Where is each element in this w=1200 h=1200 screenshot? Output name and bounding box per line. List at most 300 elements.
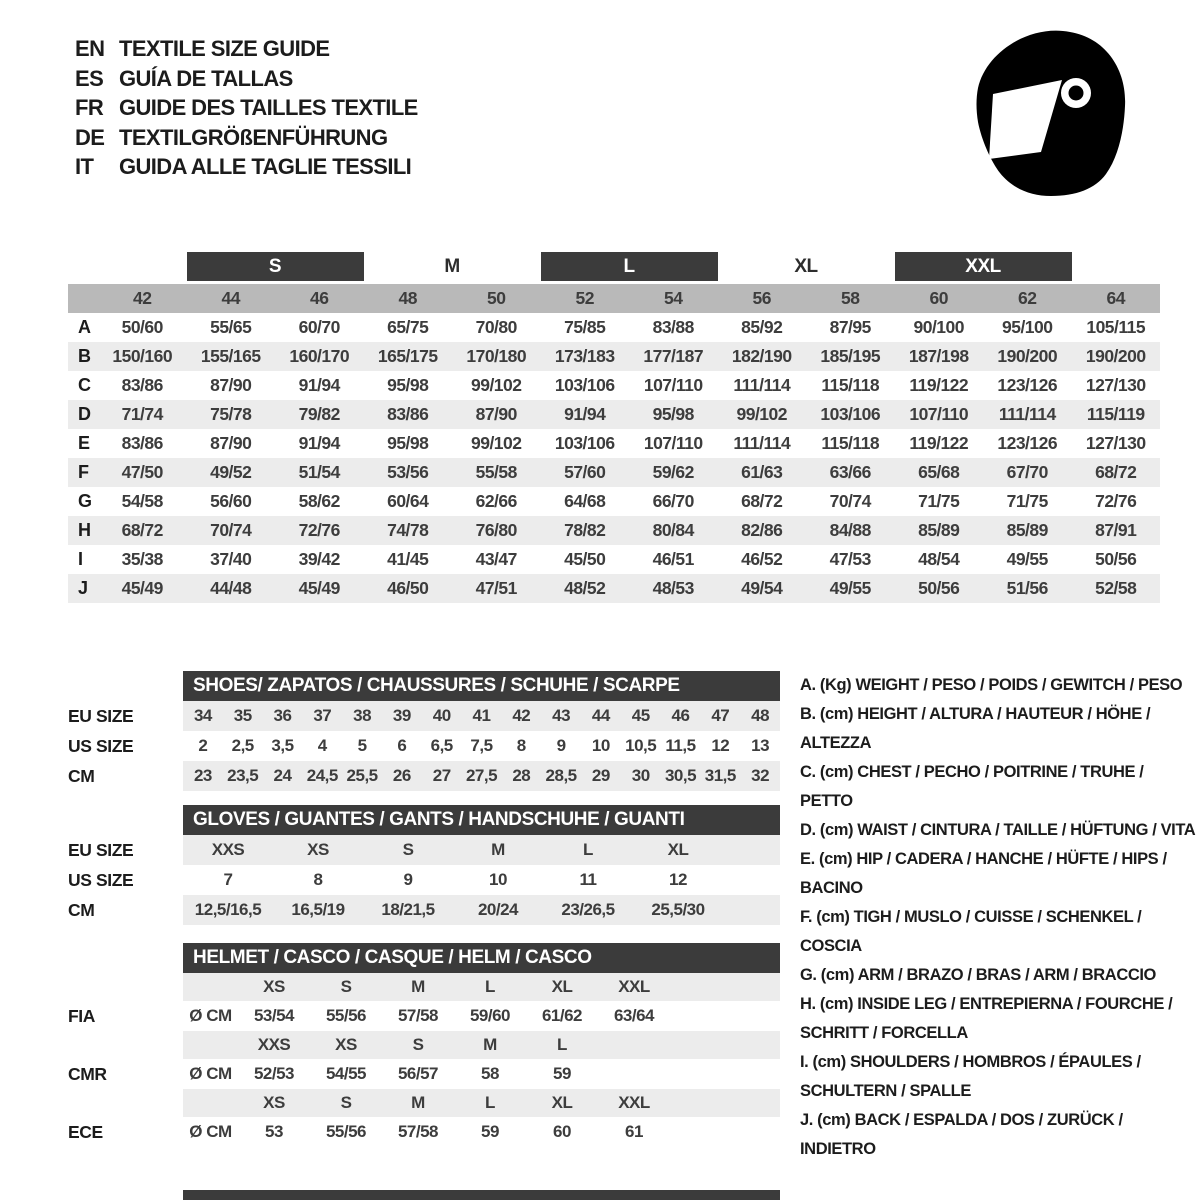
table-cell: 111/114 bbox=[733, 433, 791, 453]
table-cell: 99/102 bbox=[736, 404, 788, 424]
helmet-size-cell: L bbox=[485, 977, 495, 996]
row-label-spacer bbox=[68, 1031, 183, 1059]
row-label-spacer bbox=[68, 973, 183, 1001]
table-cell: 87/90 bbox=[210, 433, 252, 453]
table-cell: 46/51 bbox=[652, 549, 694, 569]
helmet-sizes-row-cmr bbox=[68, 1031, 780, 1059]
table-cell: 68/72 bbox=[1095, 462, 1137, 482]
table-cell: 90/100 bbox=[913, 317, 965, 337]
size-band-letter-spacer bbox=[68, 252, 98, 281]
language-label: GUIDA ALLE TAGLIE TESSILI bbox=[119, 154, 412, 179]
helmet-size-cell: XXS bbox=[257, 1035, 291, 1054]
value-cell: 36 bbox=[273, 706, 292, 725]
value-cell: 46 bbox=[671, 706, 690, 725]
table-cell: 170/180 bbox=[466, 346, 527, 366]
helmet-value-cell: 59/60 bbox=[469, 1006, 511, 1025]
table-cell: 48/53 bbox=[652, 578, 694, 598]
helmet-sizes bbox=[183, 1031, 780, 1059]
value-cell: 28,5 bbox=[545, 766, 577, 785]
table-cell: 99/102 bbox=[470, 375, 522, 395]
table-cell: 35/38 bbox=[121, 549, 163, 569]
value-cell: 31,5 bbox=[704, 766, 736, 785]
table-cell: 61/63 bbox=[741, 462, 783, 482]
helmet-sizes bbox=[183, 973, 780, 1001]
numeric-row-letter-spacer bbox=[68, 284, 98, 313]
table-cell: 165/175 bbox=[377, 346, 438, 366]
size-band-spacer bbox=[1072, 252, 1161, 281]
row-values bbox=[183, 865, 780, 895]
table-cell: 111/114 bbox=[733, 375, 791, 395]
row-letter: I bbox=[78, 549, 84, 569]
language-list bbox=[75, 34, 418, 182]
value-cell: 41 bbox=[472, 706, 491, 725]
table-cell: 49/55 bbox=[1006, 549, 1048, 569]
helmet-value-cell: 61 bbox=[625, 1122, 643, 1141]
row-letter: E bbox=[78, 433, 91, 453]
value-cell: 20/24 bbox=[477, 900, 519, 919]
value-cell: 27,5 bbox=[465, 766, 498, 785]
table-cell: 115/119 bbox=[1086, 404, 1145, 424]
table-cell: 75/85 bbox=[564, 317, 606, 337]
unit-spacer bbox=[183, 1031, 238, 1059]
value-cell: 12,5/16,5 bbox=[194, 900, 262, 919]
value-cell: XXS bbox=[211, 840, 245, 859]
legend-line: C. (cm) CHEST / PECHO / POITRINE / TRUHE / PETTO bbox=[800, 763, 1144, 810]
row-values bbox=[183, 731, 780, 761]
table-row-e bbox=[68, 429, 1160, 458]
table-cell: 173/183 bbox=[554, 346, 615, 366]
helmet-sizes bbox=[183, 1089, 780, 1117]
textile-size-table bbox=[68, 252, 1160, 603]
helmet-value-cell: 57/58 bbox=[397, 1122, 439, 1141]
row-label-spacer bbox=[68, 1089, 183, 1117]
table-cell: 70/74 bbox=[829, 491, 871, 511]
value-cell: 32 bbox=[751, 766, 770, 785]
table-cell: 50/60 bbox=[121, 317, 163, 337]
value-cell: 30,5 bbox=[664, 766, 697, 785]
language-row bbox=[75, 34, 418, 64]
helmet-size-cell: M bbox=[411, 1093, 425, 1112]
helmet-size-cell: XS bbox=[263, 977, 285, 996]
value-cell: S bbox=[402, 840, 414, 859]
value-cell: 2 bbox=[198, 736, 208, 755]
legend-line: E. (cm) HIP / CADERA / HANCHE / HÜFTE / HIPS / BACINO bbox=[800, 850, 1167, 897]
size-band-l: L bbox=[541, 252, 718, 281]
table-cell: 48/54 bbox=[918, 549, 960, 569]
table-cell: 79/82 bbox=[298, 404, 340, 424]
language-row bbox=[75, 64, 418, 94]
language-row bbox=[75, 123, 418, 153]
table-row-f bbox=[68, 458, 1160, 487]
shoes-section-title: SHOES/ ZAPATOS / CHAUSSURES / SCHUHE / SCARPE bbox=[183, 671, 780, 701]
value-cell: M bbox=[491, 840, 505, 859]
table-cell: 71/74 bbox=[121, 404, 163, 424]
table-cell: 119/122 bbox=[909, 375, 969, 395]
table-cell: 182/190 bbox=[731, 346, 792, 366]
value-cell: XS bbox=[307, 840, 329, 859]
table-cell: 107/110 bbox=[909, 404, 969, 424]
table-cell: 70/80 bbox=[475, 317, 517, 337]
helmet-value-cell: 63/64 bbox=[613, 1006, 655, 1025]
row-letter: J bbox=[78, 578, 89, 598]
table-cell: 43/47 bbox=[475, 549, 517, 569]
gloves-row bbox=[68, 895, 780, 925]
value-cell: 7,5 bbox=[470, 736, 493, 755]
row-values bbox=[183, 835, 780, 865]
table-cell: 95/100 bbox=[1001, 317, 1053, 337]
legend-line: F. (cm) TIGH / MUSLO / CUISSE / SCHENKEL / COSCIA bbox=[800, 908, 1142, 955]
helmet-value-cell: 59 bbox=[481, 1122, 499, 1141]
row-label: US SIZE bbox=[68, 869, 134, 890]
value-cell: 18/21,5 bbox=[381, 900, 435, 919]
shoes-row bbox=[68, 701, 780, 731]
table-cell: 37/40 bbox=[210, 549, 252, 569]
standard-label: FIA bbox=[68, 1005, 95, 1026]
size-band-xxl: XXL bbox=[895, 252, 1072, 281]
textile-table-body bbox=[68, 313, 1160, 603]
gloves-row bbox=[68, 835, 780, 865]
table-cell: 115/118 bbox=[821, 433, 880, 453]
table-cell: 78/82 bbox=[564, 520, 606, 540]
table-cell: 99/102 bbox=[470, 433, 522, 453]
legend-line: J. (cm) BACK / ESPALDA / DOS / ZURÜCK / INDIETRO bbox=[800, 1111, 1123, 1158]
row-label: US SIZE bbox=[68, 735, 134, 756]
size-band-m: M bbox=[444, 255, 460, 277]
numeric-size-cell: 42 bbox=[133, 288, 152, 308]
table-cell: 87/95 bbox=[829, 317, 871, 337]
row-letter: B bbox=[78, 346, 91, 366]
table-cell: 71/75 bbox=[918, 491, 960, 511]
table-cell: 95/98 bbox=[387, 433, 429, 453]
table-cell: 52/58 bbox=[1095, 578, 1137, 598]
table-cell: 185/195 bbox=[820, 346, 881, 366]
value-cell: 34 bbox=[193, 706, 212, 725]
table-cell: 107/110 bbox=[643, 375, 703, 395]
table-cell: 103/106 bbox=[554, 433, 615, 453]
value-cell: 42 bbox=[512, 706, 531, 725]
standard-label: CMR bbox=[68, 1063, 107, 1084]
legend-line: A. (Kg) WEIGHT / PESO / POIDS / GEWITCH / PESO bbox=[800, 676, 1183, 694]
helmet-values bbox=[183, 1117, 780, 1147]
table-cell: 91/94 bbox=[298, 375, 340, 395]
table-cell: 55/65 bbox=[210, 317, 252, 337]
table-cell: 39/42 bbox=[298, 549, 340, 569]
value-cell: 12 bbox=[711, 736, 730, 755]
row-letter: A bbox=[78, 317, 91, 337]
shoes-table bbox=[68, 701, 780, 791]
table-cell: 76/80 bbox=[475, 520, 517, 540]
helmet-size-cell: L bbox=[485, 1093, 495, 1112]
numeric-size-cell: 46 bbox=[310, 288, 329, 308]
table-cell: 65/75 bbox=[387, 317, 429, 337]
table-cell: 127/130 bbox=[1085, 375, 1146, 395]
value-cell: 6,5 bbox=[430, 736, 453, 755]
table-cell: 58/62 bbox=[298, 491, 340, 511]
helmet-size-cell: M bbox=[483, 1035, 497, 1054]
table-cell: 72/76 bbox=[298, 520, 340, 540]
helmet-size-cell: S bbox=[340, 977, 352, 996]
value-cell: 25,5/30 bbox=[651, 900, 705, 919]
helmet-size-cell: XXL bbox=[618, 1093, 650, 1112]
table-cell: 111/114 bbox=[998, 404, 1056, 424]
gloves-section-title: GLOVES / GUANTES / GANTS / HANDSCHUHE / GUANTI bbox=[183, 805, 780, 835]
numeric-size-cell: 58 bbox=[841, 288, 860, 308]
value-cell: 3,5 bbox=[271, 736, 294, 755]
value-cell: 23/26,5 bbox=[561, 900, 615, 919]
value-cell: 47 bbox=[711, 706, 730, 725]
value-cell: 23 bbox=[193, 766, 212, 785]
table-cell: 87/90 bbox=[210, 375, 252, 395]
row-values bbox=[183, 761, 780, 791]
table-cell: 85/89 bbox=[1006, 520, 1048, 540]
numeric-size-cell: 54 bbox=[664, 288, 683, 308]
helmet-value-cell: 57/58 bbox=[397, 1006, 439, 1025]
language-label: GUIDE DES TAILLES TEXTILE bbox=[119, 95, 418, 120]
table-row-h bbox=[68, 516, 1160, 545]
table-row-g bbox=[68, 487, 1160, 516]
table-cell: 155/165 bbox=[200, 346, 261, 366]
value-cell: 8 bbox=[313, 870, 323, 889]
table-cell: 48/52 bbox=[564, 578, 606, 598]
table-cell: 54/58 bbox=[121, 491, 163, 511]
value-cell: 26 bbox=[392, 766, 411, 785]
value-cell: 8 bbox=[516, 736, 526, 755]
numeric-size-cell: 64 bbox=[1106, 288, 1125, 308]
table-cell: 50/56 bbox=[918, 578, 960, 598]
table-cell: 71/75 bbox=[1006, 491, 1048, 511]
table-cell: 103/106 bbox=[554, 375, 615, 395]
numeric-size-cell: 60 bbox=[929, 288, 948, 308]
table-cell: 190/200 bbox=[997, 346, 1058, 366]
language-code: DE bbox=[75, 124, 105, 150]
table-cell: 56/60 bbox=[210, 491, 252, 511]
value-cell: 48 bbox=[751, 706, 770, 725]
row-values bbox=[183, 895, 780, 925]
helmet-value-cell: 58 bbox=[481, 1064, 499, 1083]
table-cell: 47/50 bbox=[121, 462, 163, 482]
gloves-row bbox=[68, 865, 780, 895]
table-cell: 45/49 bbox=[121, 578, 163, 598]
unit-spacer bbox=[183, 973, 238, 1001]
table-cell: 44/48 bbox=[210, 578, 252, 598]
table-cell: 64/68 bbox=[564, 491, 606, 511]
table-cell: 51/56 bbox=[1006, 578, 1048, 598]
value-cell: 45 bbox=[631, 706, 650, 725]
legend-line: I. (cm) SHOULDERS / HOMBROS / ÉPAULES / SCHULTERN / SPALLE bbox=[800, 1053, 1141, 1100]
legend-line: G. (cm) ARM / BRAZO / BRAS / ARM / BRACCIO bbox=[800, 966, 1156, 984]
helmet-size-cell: XS bbox=[335, 1035, 357, 1054]
value-cell: 10,5 bbox=[625, 736, 657, 755]
table-cell: 41/45 bbox=[387, 549, 429, 569]
table-cell: 107/110 bbox=[643, 433, 703, 453]
value-cell: 43 bbox=[552, 706, 571, 725]
helmet-values bbox=[183, 1001, 780, 1031]
value-cell: 11,5 bbox=[665, 736, 696, 755]
value-cell: 13 bbox=[751, 736, 770, 755]
table-cell: 50/56 bbox=[1095, 549, 1137, 569]
shoes-row bbox=[68, 731, 780, 761]
row-label: EU SIZE bbox=[68, 705, 134, 726]
table-cell: 65/68 bbox=[918, 462, 960, 482]
value-cell: XL bbox=[667, 840, 689, 859]
table-cell: 87/91 bbox=[1095, 520, 1137, 540]
table-cell: 85/89 bbox=[918, 520, 960, 540]
value-cell: 35 bbox=[233, 706, 252, 725]
helmet-value-cell: 52/53 bbox=[253, 1064, 295, 1083]
row-label: CM bbox=[68, 899, 95, 920]
table-cell: 63/66 bbox=[829, 462, 871, 482]
value-cell: 4 bbox=[317, 736, 327, 755]
helmet-values-row-ece bbox=[68, 1117, 780, 1147]
value-cell: 9 bbox=[403, 870, 413, 889]
table-cell: 103/106 bbox=[820, 404, 881, 424]
value-cell: 27 bbox=[432, 766, 451, 785]
table-cell: 46/52 bbox=[741, 549, 783, 569]
unit-label: Ø CM bbox=[189, 1064, 232, 1083]
table-cell: 105/115 bbox=[1086, 317, 1146, 337]
table-cell: 47/53 bbox=[829, 549, 871, 569]
table-cell: 68/72 bbox=[741, 491, 783, 511]
table-cell: 66/70 bbox=[652, 491, 694, 511]
row-letter: H bbox=[78, 520, 91, 540]
table-cell: 91/94 bbox=[298, 433, 340, 453]
language-code: IT bbox=[75, 154, 94, 179]
shoes-row bbox=[68, 761, 780, 791]
legend-line: D. (cm) WAIST / CINTURA / TAILLE / HÜFTUNG / VITA bbox=[800, 821, 1196, 839]
row-label: CM bbox=[68, 765, 95, 786]
value-cell: L bbox=[583, 840, 593, 859]
value-cell: 38 bbox=[353, 706, 372, 725]
language-code: FR bbox=[75, 95, 104, 120]
numeric-size-cell: 50 bbox=[487, 288, 506, 308]
unit-label: Ø CM bbox=[189, 1122, 232, 1141]
value-cell: 25,5 bbox=[346, 766, 378, 785]
helmet-sizes-row-ece bbox=[68, 1089, 780, 1117]
value-cell: 30 bbox=[631, 766, 650, 785]
table-cell: 51/54 bbox=[298, 462, 340, 482]
language-row bbox=[75, 93, 418, 123]
row-label: EU SIZE bbox=[68, 839, 134, 860]
table-row-j bbox=[68, 574, 1160, 603]
row-letter: C bbox=[78, 375, 91, 395]
table-cell: 150/160 bbox=[112, 346, 173, 366]
value-cell: 44 bbox=[591, 706, 610, 725]
table-cell: 68/72 bbox=[121, 520, 163, 540]
table-cell: 123/126 bbox=[997, 375, 1058, 395]
table-cell: 95/98 bbox=[387, 375, 429, 395]
language-code: EN bbox=[75, 36, 105, 61]
numeric-size-cell: 62 bbox=[1018, 288, 1037, 308]
helmet-value-cell: 60 bbox=[553, 1122, 571, 1141]
table-cell: 85/92 bbox=[741, 317, 783, 337]
table-cell: 49/55 bbox=[829, 578, 871, 598]
table-cell: 187/198 bbox=[908, 346, 969, 366]
numeric-size-row bbox=[68, 284, 1160, 313]
value-cell: 40 bbox=[432, 706, 451, 725]
value-cell: 2,5 bbox=[231, 736, 254, 755]
table-row-i bbox=[68, 545, 1160, 574]
footwear-and-accessory-tables bbox=[68, 671, 780, 1147]
legend-line: H. (cm) INSIDE LEG / ENTREPIERNA / FOURCHE / SCHRITT / FORCELLA bbox=[800, 995, 1173, 1042]
table-cell: 83/86 bbox=[121, 375, 163, 395]
helmet-size-cell: XL bbox=[551, 977, 573, 996]
helmet-section-title: HELMET / CASCO / CASQUE / HELM / CASCO bbox=[183, 943, 780, 973]
table-cell: 72/76 bbox=[1095, 491, 1137, 511]
language-label: GUÍA DE TALLAS bbox=[119, 65, 293, 91]
helmet-sizes-row-fia bbox=[68, 973, 780, 1001]
value-cell: 29 bbox=[591, 766, 610, 785]
value-cell: 37 bbox=[313, 706, 332, 725]
table-row-a bbox=[68, 313, 1160, 342]
helmet-value-cell: 53 bbox=[265, 1122, 283, 1141]
value-cell: 23,5 bbox=[227, 766, 259, 785]
helmet-size-cell: S bbox=[412, 1035, 424, 1054]
table-cell: 91/94 bbox=[564, 404, 606, 424]
table-cell: 57/60 bbox=[564, 462, 606, 482]
table-cell: 80/84 bbox=[652, 520, 694, 540]
table-cell: 49/54 bbox=[741, 578, 783, 598]
table-cell: 87/90 bbox=[475, 404, 517, 424]
helmet-value-cell: 56/57 bbox=[397, 1064, 439, 1083]
helmet-value-cell: 55/56 bbox=[325, 1006, 367, 1025]
table-cell: 84/88 bbox=[829, 520, 871, 540]
table-cell: 60/70 bbox=[298, 317, 340, 337]
cropped-section-bar bbox=[183, 1190, 780, 1200]
size-band-spacer bbox=[98, 252, 187, 281]
value-cell: 39 bbox=[392, 706, 411, 725]
table-cell: 160/170 bbox=[289, 346, 350, 366]
row-values bbox=[183, 701, 780, 731]
table-cell: 123/126 bbox=[997, 433, 1058, 453]
helmet-value-cell: 54/55 bbox=[325, 1064, 367, 1083]
language-row bbox=[75, 152, 418, 182]
numeric-size-cell: 56 bbox=[752, 288, 771, 308]
row-letter: D bbox=[78, 404, 91, 424]
value-cell: 28 bbox=[512, 766, 531, 785]
table-cell: 53/56 bbox=[387, 462, 429, 482]
helmet-size-cell: S bbox=[340, 1093, 352, 1112]
language-label: TEXTILE SIZE GUIDE bbox=[119, 36, 330, 61]
table-cell: 75/78 bbox=[210, 404, 252, 424]
helmet-value-cell: 59 bbox=[553, 1064, 571, 1083]
unit-spacer bbox=[183, 1089, 238, 1117]
numeric-size-cell: 52 bbox=[575, 288, 594, 308]
helmet-table bbox=[68, 973, 780, 1147]
standard-label: ECE bbox=[68, 1121, 103, 1142]
value-cell: 10 bbox=[489, 870, 507, 889]
value-cell: 10 bbox=[591, 736, 610, 755]
value-cell: 24 bbox=[273, 766, 292, 785]
table-cell: 62/66 bbox=[475, 491, 517, 511]
value-cell: 6 bbox=[397, 736, 407, 755]
table-cell: 83/86 bbox=[121, 433, 163, 453]
row-letter: G bbox=[78, 491, 93, 511]
racing-helmet-icon bbox=[972, 26, 1138, 203]
helmet-value-cell: 53/54 bbox=[253, 1006, 295, 1025]
value-cell: 11 bbox=[579, 870, 597, 889]
table-cell: 59/62 bbox=[652, 462, 694, 482]
value-cell: 7 bbox=[223, 870, 233, 889]
helmet-values-row-cmr bbox=[68, 1059, 780, 1089]
table-cell: 46/50 bbox=[387, 578, 429, 598]
language-code: ES bbox=[75, 65, 104, 91]
table-row-d bbox=[68, 400, 1160, 429]
numeric-size-cell: 44 bbox=[221, 288, 240, 308]
numeric-size-cell: 48 bbox=[398, 288, 417, 308]
size-band-xl: XL bbox=[794, 255, 818, 277]
value-cell: 5 bbox=[357, 736, 367, 755]
table-cell: 127/130 bbox=[1085, 433, 1146, 453]
